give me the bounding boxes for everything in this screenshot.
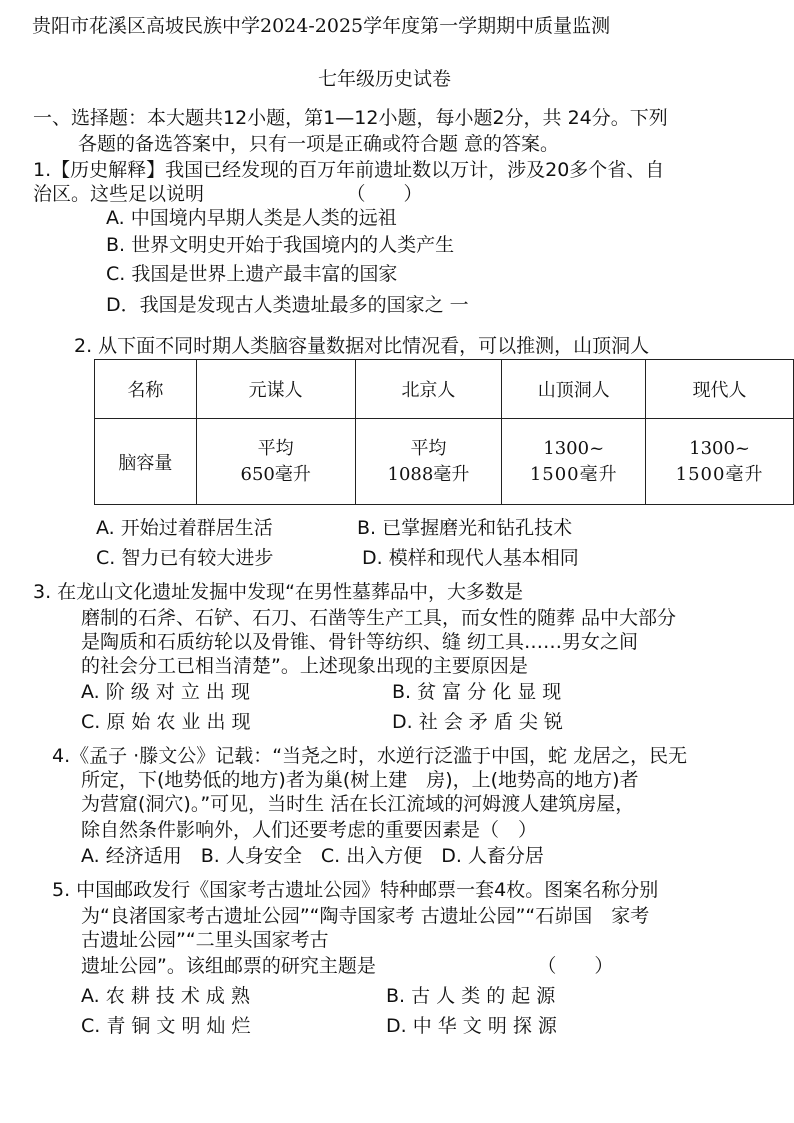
question-1-option-d: D．我国是发现古人类遗址最多的国家之 一 bbox=[106, 294, 469, 316]
table-cell-line: 平均 bbox=[410, 437, 447, 459]
question-1-option-b: B. 世界文明史开始于我国境内的人类产生 bbox=[106, 234, 455, 256]
table-cell bbox=[646, 419, 794, 505]
question-3-stem-line: 3. 在龙山文化遗址发掘中发现“在男性墓葬品中，大多数是 bbox=[33, 581, 524, 603]
question-5-stem-line: 古遗址公园”“二里头国家考古 bbox=[81, 929, 329, 951]
question-2-option-d: D. 模样和现代人基本相同 bbox=[362, 547, 579, 569]
question-3-stem-line: 是陶质和石质纺轮以及骨锥、骨针等纺织、缝 纫工具……男女之间 bbox=[81, 631, 639, 653]
table-header-cell: 山顶洞人 bbox=[502, 360, 646, 419]
table-header-cell: 名称 bbox=[95, 360, 197, 419]
subject-title: 七年级历史试卷 bbox=[318, 68, 452, 90]
table-row bbox=[95, 419, 794, 505]
table-cell-line: 1088毫升 bbox=[387, 463, 470, 485]
table-header-cell: 北京人 bbox=[355, 360, 502, 419]
question-2-option-b: B. 已掌握磨光和钻孔技术 bbox=[357, 517, 573, 539]
question-4-stem-line: 4.《孟子 ·滕文公》记载：“当尧之时，水逆行泛滥于中国，蛇 龙居之，民无 bbox=[52, 745, 688, 767]
question-4-stem-line: 所定，下(地势低的地方)者为巢(树上建 房)，上(地势高的地方)者 bbox=[81, 769, 639, 791]
table-cell bbox=[502, 419, 646, 505]
question-5-stem-line: 遗址公园”。该组邮票的研究主题是 （ ） bbox=[81, 955, 614, 977]
table-cell-line: 1300~ bbox=[543, 437, 605, 459]
brain-capacity-table bbox=[94, 359, 794, 505]
table-cell-line: 1500毫升 bbox=[529, 463, 618, 485]
question-4-stem-line: 除自然条件影响外，人们还要考虑的重要因素是（ ） bbox=[81, 819, 538, 841]
question-1-option-a: A. 中国境内早期人类是人类的远祖 bbox=[106, 207, 397, 229]
table-cell bbox=[355, 419, 502, 505]
section-instruction-line1: 一、选择题：本大题共12小题，第1—12小题，每小题2分，共 24分。下列 bbox=[33, 107, 668, 129]
question-2-option-a: A. 开始过着群居生活 bbox=[96, 517, 273, 539]
question-3-stem-line: 磨制的石斧、石铲、石刀、石凿等生产工具，而女性的随葬 品中大部分 bbox=[81, 607, 677, 629]
table-cell bbox=[196, 419, 355, 505]
table-cell-line: 1300~ bbox=[689, 437, 751, 459]
question-2-option-c: C. 智力已有较大进步 bbox=[96, 547, 274, 569]
school-title: 贵阳市花溪区高坡民族中学2024-2025学年度第一学期期中质量监测 bbox=[32, 15, 611, 37]
question-1-option-c: C. 我国是世界上遗产最丰富的国家 bbox=[106, 263, 398, 285]
table-header-cell: 现代人 bbox=[646, 360, 794, 419]
question-5-option-a: A. 农 耕 技 术 成 熟 bbox=[81, 985, 250, 1007]
table-cell-line: 650毫升 bbox=[240, 463, 311, 485]
question-3-option-d: D. 社 会 矛 盾 尖 锐 bbox=[392, 711, 563, 733]
question-5-option-d: D. 中 华 文 明 探 源 bbox=[386, 1015, 557, 1037]
question-5-option-c: C. 青 铜 文 明 灿 烂 bbox=[81, 1015, 251, 1037]
question-3-stem-line: 的社会分工已相当清楚”。上述现象出现的主要原因是 bbox=[81, 655, 528, 677]
table-header-cell: 元谋人 bbox=[196, 360, 355, 419]
question-1-stem-line: 治区。这些足以说明 （ ） bbox=[33, 183, 423, 205]
table-cell-line: 1500毫升 bbox=[675, 463, 764, 485]
question-3-option-c: C. 原 始 农 业 出 现 bbox=[81, 711, 251, 733]
question-4-options: A. 经济适用 B. 人身安全 C. 出入方便 D. 人畜分居 bbox=[81, 845, 544, 867]
question-4-stem-line: 为营窟(洞穴)。”可见，当时生 活在长江流域的河姆渡人建筑房屋， bbox=[81, 793, 635, 815]
section-instruction-line2: 各题的备选答案中，只有一项是正确或符合题 意的答案。 bbox=[78, 133, 560, 155]
question-3-option-a: A. 阶 级 对 立 出 现 bbox=[81, 681, 250, 703]
question-2-stem-line: 2. 从下面不同时期人类脑容量数据对比情况看，可以推测，山顶洞人 bbox=[74, 335, 650, 357]
question-5-option-b: B. 古 人 类 的 起 源 bbox=[386, 985, 556, 1007]
question-3-option-b: B. 贫 富 分 化 显 现 bbox=[392, 681, 562, 703]
question-5-stem-line: 为“良渚国家考古遗址公园”“陶寺国家考 古遗址公园”“石峁国 家考 bbox=[81, 905, 650, 927]
table-header-row bbox=[95, 360, 794, 419]
table-cell-line: 平均 bbox=[257, 437, 294, 459]
table-row-label: 脑容量 bbox=[95, 419, 197, 505]
question-5-stem-line: 5. 中国邮政发行《国家考古遗址公园》特种邮票一套4枚。图案名称分别 bbox=[52, 879, 659, 901]
question-1-stem-line: 1.【历史解释】我国已经发现的百万年前遗址数以万计，涉及20多个省、自 bbox=[33, 159, 665, 181]
